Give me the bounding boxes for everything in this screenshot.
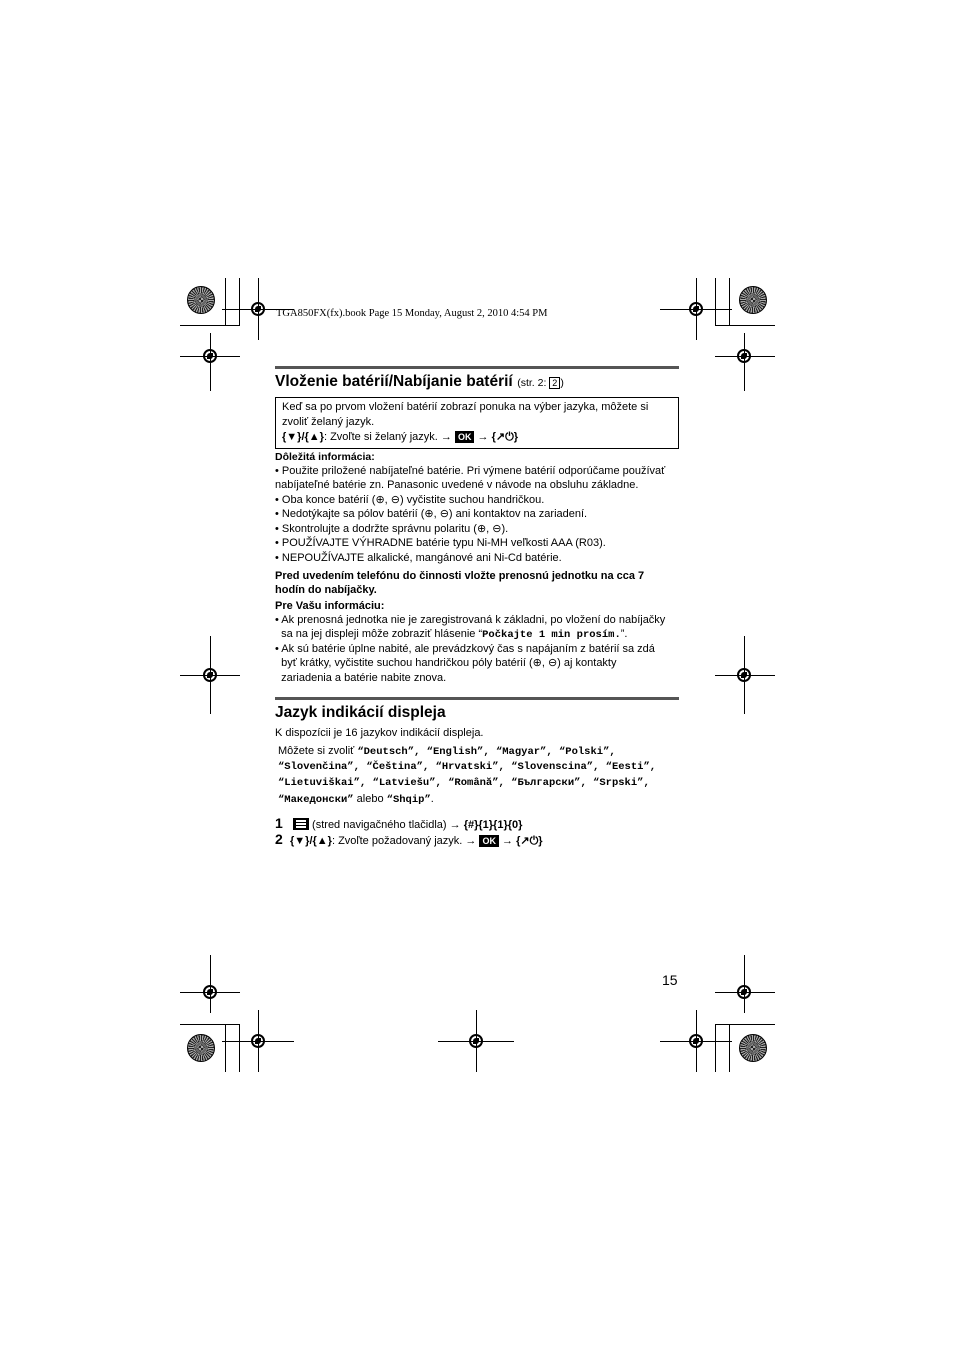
file-header: TGA850FX(fx).book Page 15 Monday, August 2, 2010 4:54 PM [276,308,548,319]
languages-list: “Shqip” [386,794,431,806]
section1-title: Vloženie batérií/Nabíjanie batérií [275,373,513,390]
registration-mark-icon [689,302,703,316]
info-item: zariadenia a batérie nabite znova. [275,672,447,684]
box-line-3 [282,430,518,444]
nav-keys: {▼}/{▲} [282,431,324,443]
ok-key: OK [455,431,475,443]
step-1-text: (stred navigačného tlačidla) → [309,819,461,831]
arrow: → [502,835,514,847]
step-1 [293,818,522,833]
charge-notice: hodín do nabíjačky. [275,584,377,596]
important-bullet: • Použite priložené nabíjateľné batérie. Pri výmene batérií odporúčame používať [275,465,666,477]
registration-mark-icon [203,668,217,682]
important-bullet: • NEPOUŽÍVAJTE alkalické, mangánové ani Ni-Cd batérie. [275,552,562,564]
registration-sunburst-icon [739,286,767,314]
section-divider [275,366,679,369]
important-bullet: nabíjateľné batérie zn. Panasonic uvedené v návode na obsluhu základne. [275,479,639,491]
section1-ref-suffix: ) [560,377,564,389]
registration-mark-icon [689,1034,703,1048]
important-bullet: • Nedotýkajte sa pólov batérií (⊕, ⊖) ani kontaktov na zariadení. [275,508,588,520]
step-number: 1 [275,815,283,831]
step-number: 2 [275,831,283,847]
important-bullet: • POUŽÍVAJTE VÝHRADNE batérie typu Ni-MH veľkosti AAA (R03). [275,537,606,549]
section1-ref-num: 2 [549,377,560,389]
info-item [275,627,627,643]
choose-prefix: Môžete si zvoliť [278,745,358,757]
registration-mark-icon [251,302,265,316]
registration-mark-icon [203,985,217,999]
menu-key-icon [293,818,309,830]
info-item: • Ak prenosná jednotka nie je zaregistrovaná k základni, po vložení do nabíjačky [275,614,666,626]
nav-keys: {▼}/{▲} [290,835,332,847]
info-item-text: sa na jej displeji môže zobraziť hlásenie “ [275,628,483,640]
section-divider [275,697,679,700]
registration-sunburst-icon [187,286,215,314]
off-key: {↗⏻} [491,431,519,443]
section2-intro: K dispozícii je 16 jazykov indikácií displeja. [275,727,484,739]
info-item-text: ”. [620,628,628,640]
registration-mark-icon [251,1034,265,1048]
registration-mark-icon [737,985,751,999]
languages-line [278,792,434,808]
box-line-2: zvoliť želaný jazyk. [282,416,375,428]
charge-notice: Pred uvedením telefónu do činnosti vložte prenosnú jednotku na cca 7 [275,570,645,582]
important-bullet: • Skontrolujte a dodržte správnu polaritu (⊕, ⊖). [275,523,509,535]
step-2-text: : Zvoľte požadovaný jazyk. → [331,835,477,847]
important-heading: Dôležitá informácia: [275,451,375,463]
languages-list: “Slovenčina”, “Čeština”, “Hrvatski”, “Slovenscina”, “Eesti”, [278,761,657,773]
info-item: byť krátky, vyčistite suchou handričkou póly batérií (⊕, ⊖) aj kontakty [275,657,617,669]
languages-or: alebo [353,793,387,805]
info-item: • Ak sú batérie úplne nabité, ale prevádzkový čas s napájaním z batérií sa zdá [275,643,655,655]
registration-mark-icon [737,668,751,682]
arrow: → [477,431,489,443]
language-note-box [275,397,679,449]
box-line-1: Keď sa po prvom vložení batérií zobrazí ponuka na výber jazyka, môžete si [282,401,649,413]
section1-heading [275,373,564,391]
section2-title: Jazyk indikácií displeja [275,704,446,721]
languages-list: “Lietuviškai”, “Latviešu”, “Română”, “Български”, “Srpski”, [278,777,650,789]
ok-key: OK [479,835,499,847]
languages-end: . [430,793,434,805]
languages-line [278,744,616,760]
languages-list: “Deutsch”, “English”, “Magyar”, “Polski”, [357,746,616,758]
step-2 [290,834,543,849]
registration-sunburst-icon [739,1034,767,1062]
info-heading: Pre Vašu informáciu: [275,600,385,612]
registration-sunburst-icon [187,1034,215,1062]
page-number: 15 [662,972,678,988]
registration-mark-icon [737,349,751,363]
important-bullet: • Oba konce batérií (⊕, ⊖) vyčistite suchou handričkou. [275,494,545,506]
step-1-keys: {#}{1}{1}{0} [463,819,523,831]
display-message: Počkajte 1 min prosím. [482,629,621,641]
registration-mark-icon [469,1034,483,1048]
off-key: {↗⏻} [516,835,543,847]
section1-ref-prefix: (str. 2: [517,377,550,389]
languages-list: “Македонски” [278,794,354,806]
registration-mark-icon [203,349,217,363]
box-line-3-text: : Zvoľte si želaný jazyk. → [323,431,452,443]
